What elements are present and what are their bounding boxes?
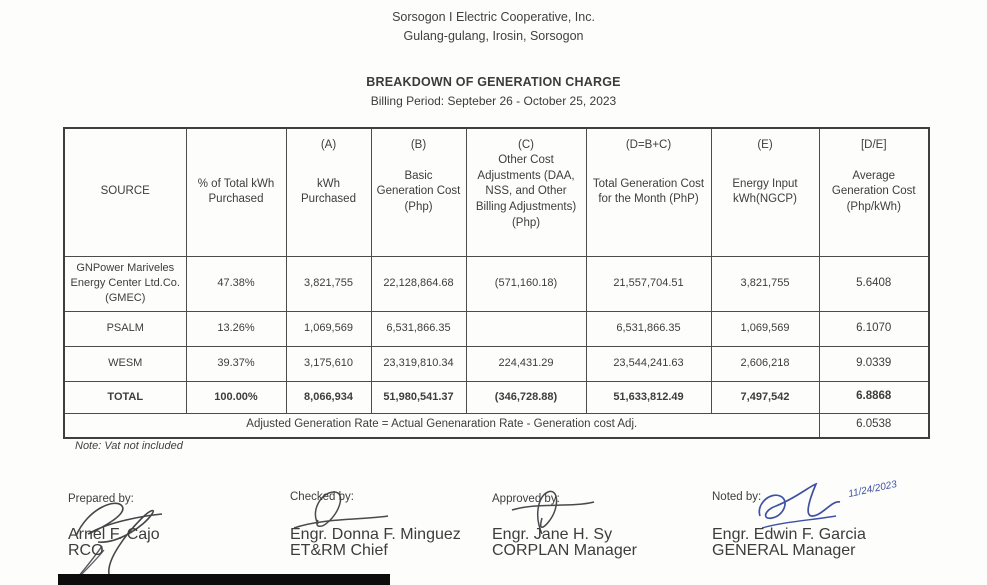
cell-average-cost: 5.6408	[819, 256, 929, 311]
cell-other-adjustments: (346,728.88)	[466, 381, 586, 413]
col-letter: (B)	[410, 139, 427, 151]
col-header-kwh-purchased	[286, 128, 371, 256]
page-title: BREAKDOWN OF GENERATION CHARGE	[366, 75, 621, 89]
signature-role: Approved by:	[492, 493, 560, 505]
signature-role: Checked by:	[290, 491, 354, 503]
cell-kwh: 3,175,610	[286, 346, 371, 381]
adjusted-rate-label: Adjusted Generation Rate = Actual Genenaration Rate - Generation cost Adj.	[64, 413, 819, 438]
cell-average-cost: 9.0339	[819, 346, 929, 381]
cell-source: WESM	[64, 346, 186, 381]
cell-source: GNPower Mariveles Energy Center Ltd.Co. (GMEC)	[64, 256, 186, 311]
cell-basic-cost: 6,531,866.35	[371, 311, 466, 346]
signature-name: Engr. Donna F. Minguez	[290, 526, 461, 543]
cell-other-adjustments	[466, 311, 586, 346]
table-row-gmec	[64, 256, 929, 311]
cell-basic-cost: 23,319,810.34	[371, 346, 466, 381]
noted-date-handwritten: 11/24/2023	[847, 478, 898, 501]
cell-total-cost: 6,531,866.35	[586, 311, 711, 346]
cell-pct: 47.38%	[186, 256, 286, 311]
cell-basic-cost: 22,128,864.68	[371, 256, 466, 311]
cell-average-cost: 6.8868	[819, 381, 929, 413]
signature-title: RCO	[68, 542, 104, 559]
table-row-total	[64, 381, 929, 413]
vat-note: Note: Vat not included	[75, 440, 183, 452]
col-label: Basic Generation Cost (Php)	[376, 169, 461, 213]
col-header-pct-total-kwh	[186, 128, 286, 256]
signature-title: GENERAL Manager	[712, 542, 856, 559]
table-header-row	[64, 128, 929, 256]
document-header	[0, 8, 987, 47]
col-letter: (D=B+C)	[625, 139, 672, 151]
col-header-total-generation-cost	[586, 128, 711, 256]
signature-block-checked	[290, 489, 354, 506]
cell-total-cost: 23,544,241.63	[586, 346, 711, 381]
col-label: Total Generation Cost for the Month (PhP)	[592, 177, 705, 206]
signature-block-prepared	[68, 491, 134, 508]
signature-role: Noted by:	[712, 491, 762, 503]
col-header-average-generation-cost	[819, 128, 929, 256]
billing-period: Billing Period: Septeber 26 - October 25, 2023	[370, 94, 617, 108]
generation-charge-table	[63, 127, 930, 439]
col-letter: (E)	[757, 139, 773, 151]
col-label: % of Total kWh Purchased	[197, 177, 275, 206]
adjusted-rate-value: 6.0538	[819, 413, 929, 438]
cell-kwh: 1,069,569	[286, 311, 371, 346]
table-row-adjusted-rate	[64, 413, 929, 438]
col-letter: (A)	[320, 139, 337, 151]
company-name: Sorsogon I Electric Cooperative, Inc.	[392, 10, 595, 24]
col-label: SOURCE	[100, 185, 150, 198]
col-header-other-cost-adjustments	[466, 128, 586, 256]
col-letter: (C)	[518, 139, 534, 151]
col-label: Other Cost Adjustments (DAA, NSS, and Other Billing Adjustments) (Php)	[475, 154, 577, 229]
signature-name: Arnel F. Cajo	[68, 526, 160, 543]
col-header-source	[64, 128, 186, 256]
cell-energy-input: 2,606,218	[711, 346, 819, 381]
cell-pct: 100.00%	[186, 381, 286, 413]
col-letter: [D/E]	[860, 139, 887, 151]
cell-energy-input: 1,069,569	[711, 311, 819, 346]
col-label: Energy Input kWh(NGCP)	[732, 177, 798, 206]
cell-energy-input: 7,497,542	[711, 381, 819, 413]
signature-block-noted	[712, 489, 761, 506]
cell-basic-cost: 51,980,541.37	[371, 381, 466, 413]
table-row-wesm	[64, 346, 929, 381]
cell-other-adjustments: 224,431.29	[466, 346, 586, 381]
col-header-energy-input	[711, 128, 819, 256]
cell-total-cost: 21,557,704.51	[586, 256, 711, 311]
col-label: kWh Purchased	[301, 177, 356, 206]
cell-pct: 13.26%	[186, 311, 286, 346]
cell-energy-input: 3,821,755	[711, 256, 819, 311]
cell-kwh: 8,066,934	[286, 381, 371, 413]
cell-average-cost: 6.1070	[819, 311, 929, 346]
col-label: Average Generation Cost (Php/kWh)	[831, 169, 916, 213]
cell-source: TOTAL	[64, 381, 186, 413]
cell-source: PSALM	[64, 311, 186, 346]
cell-pct: 39.37%	[186, 346, 286, 381]
signature-title: CORPLAN Manager	[492, 542, 637, 559]
cell-kwh: 3,821,755	[286, 256, 371, 311]
company-address: Gulang-gulang, Irosin, Sorsogon	[403, 29, 584, 44]
scan-artifact-bar	[58, 574, 390, 585]
signature-title: ET&RM Chief	[290, 542, 388, 559]
col-header-basic-generation-cost	[371, 128, 466, 256]
table-row-psalm	[64, 311, 929, 346]
cell-total-cost: 51,633,812.49	[586, 381, 711, 413]
signature-name: Engr. Edwin F. Garcia	[712, 526, 866, 543]
signature-role: Prepared by:	[68, 493, 134, 505]
document-title-block	[0, 72, 987, 111]
signature-block-approved	[492, 491, 560, 508]
cell-other-adjustments: (571,160.18)	[466, 256, 586, 311]
signature-name: Engr. Jane H. Sy	[492, 526, 613, 543]
